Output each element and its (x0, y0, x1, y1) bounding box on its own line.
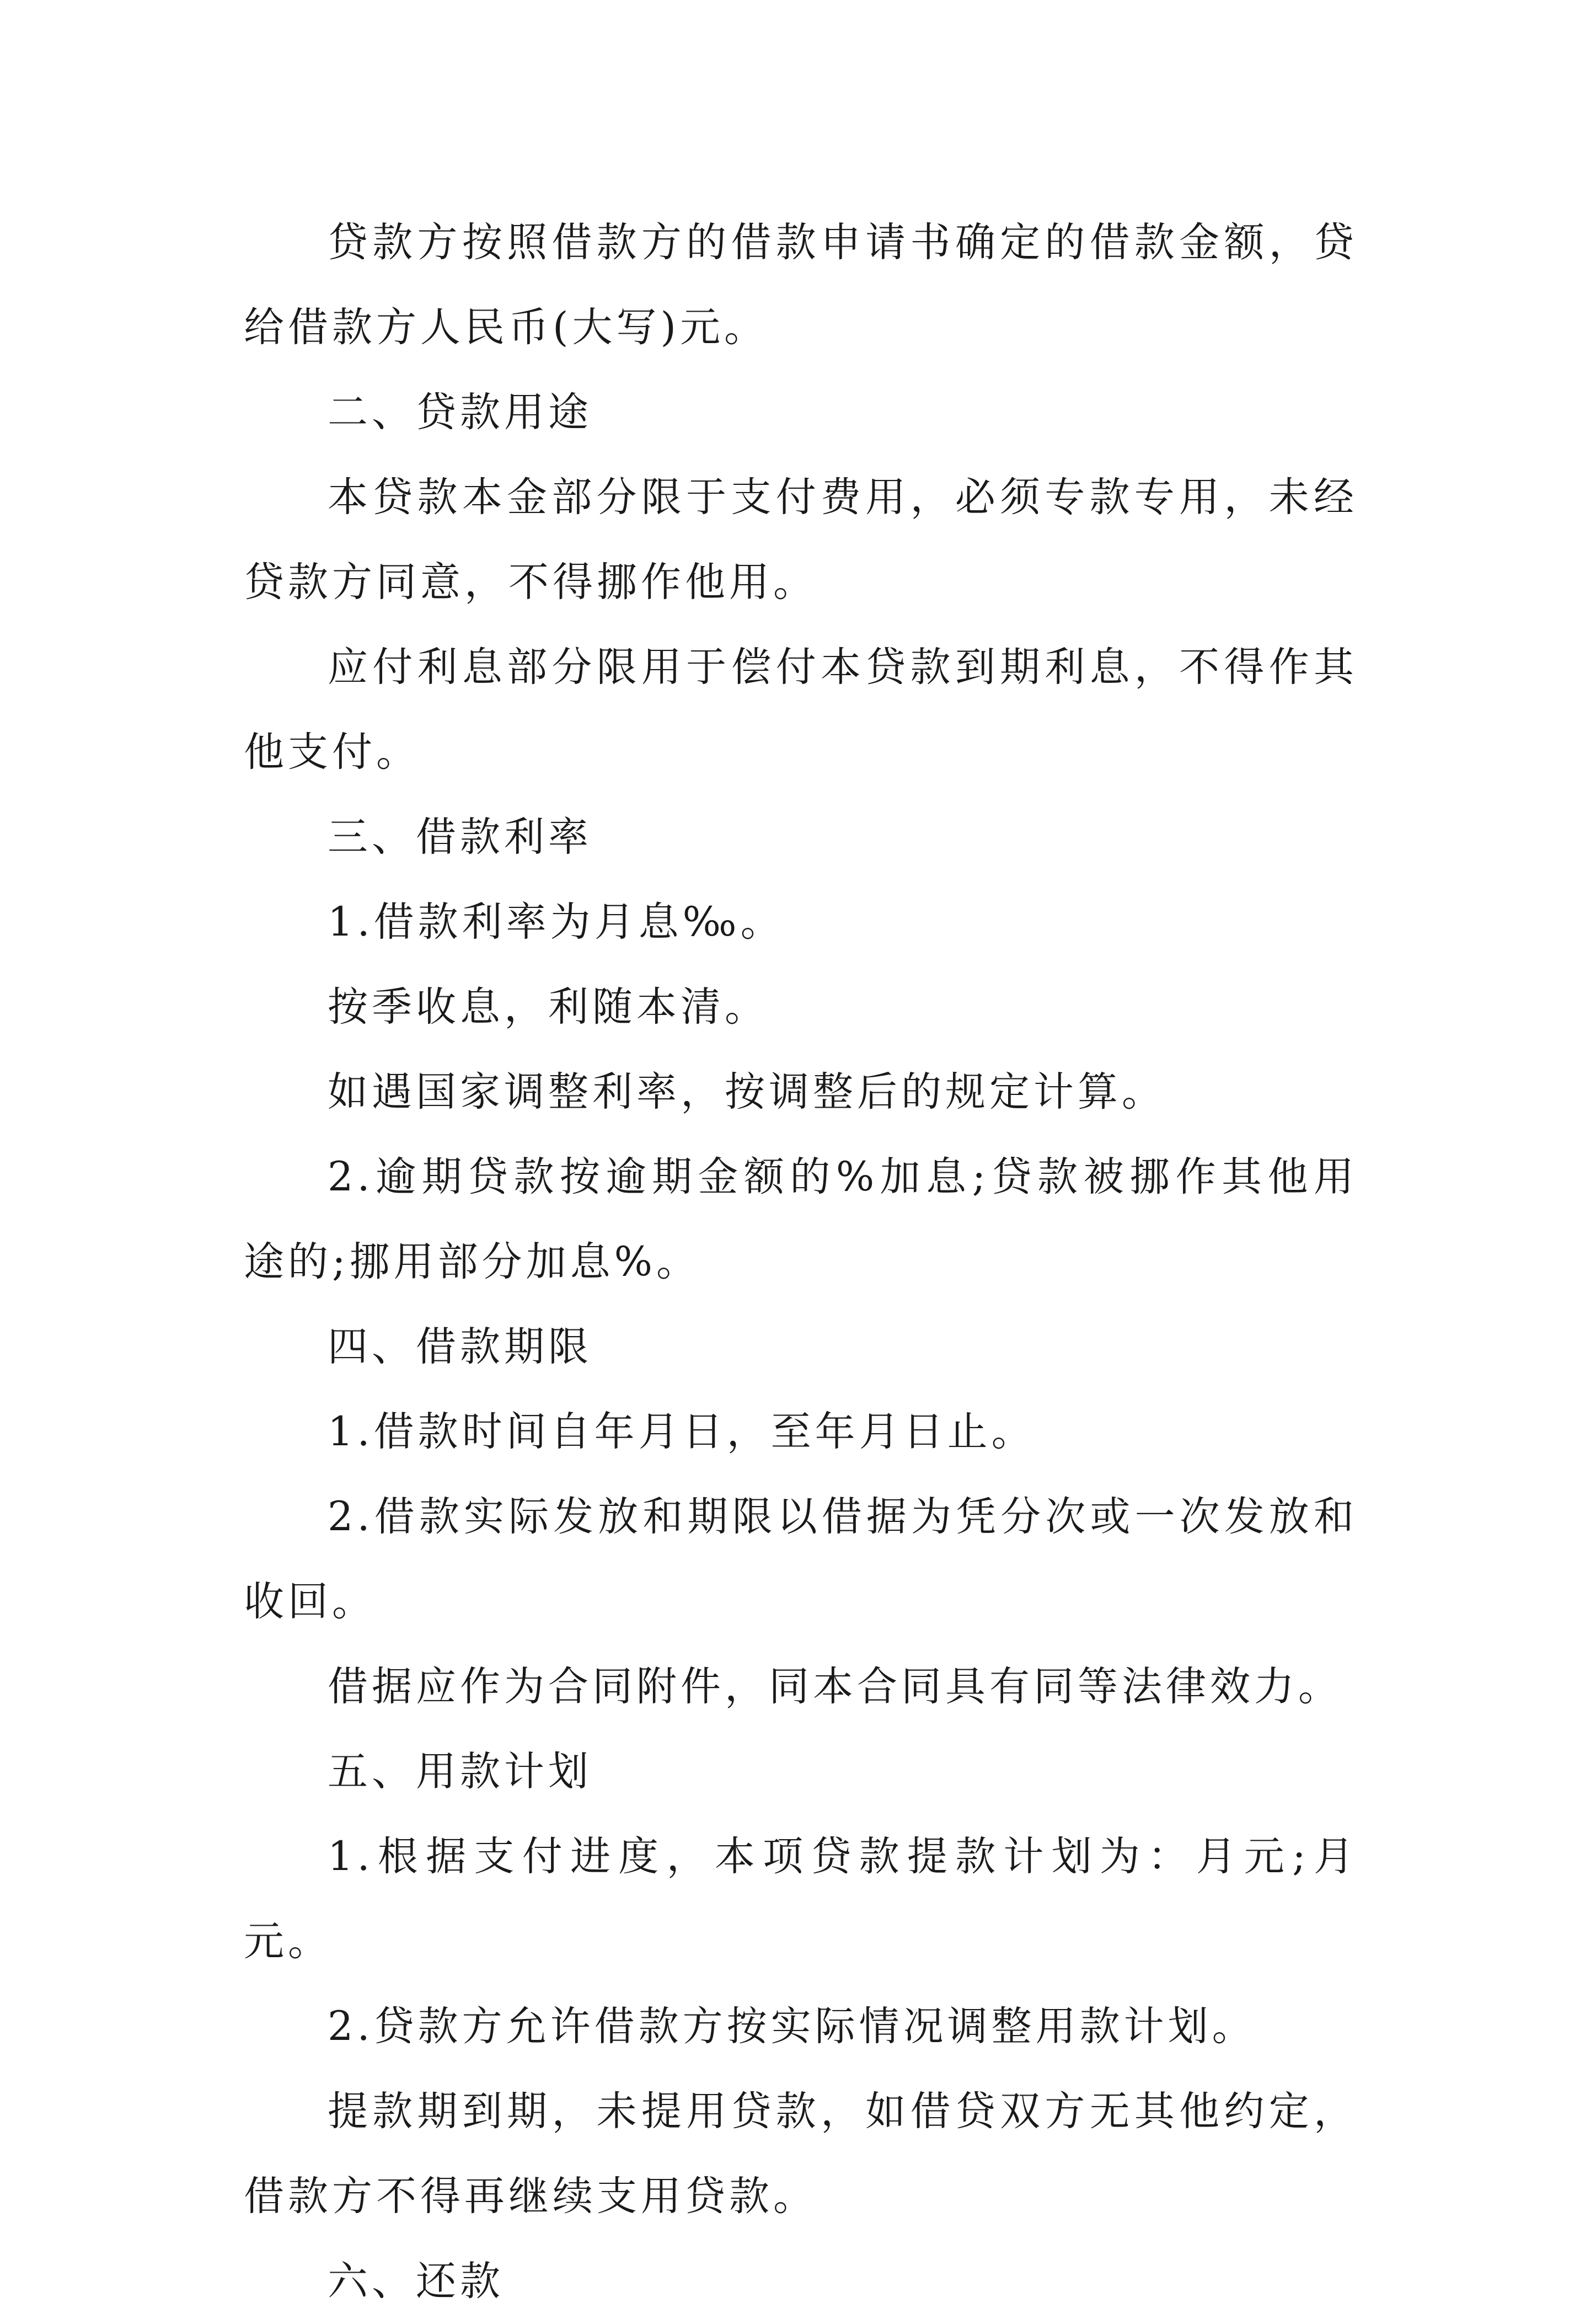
section-heading-loan-term: 四、借款期限 (328, 1323, 592, 1370)
paragraph-withdrawal-plan: 1.根据支付进度，本项贷款提款计划为：月元;月元。 (244, 1833, 1358, 1965)
paragraph-withdrawal-expiry: 提款期到期，未提用贷款，如借贷双方无其他约定，借款方不得再继续支用贷款。 (244, 2088, 1358, 2220)
section-heading-interest-rate: 三、借款利率 (328, 814, 592, 861)
section-heading-repayment: 六、还款 (328, 2258, 504, 2305)
paragraph-receipt-validity: 借据应作为合同附件，同本合同具有同等法律效力。 (328, 1663, 1342, 1710)
paragraph-loan-amount: 贷款方按照借款方的借款申请书确定的借款金额，贷给借款方人民币(大写)元。 (244, 219, 1358, 351)
paragraph-overdue-penalty: 2.逾期贷款按逾期金额的%加息;贷款被挪作其他用途的;挪用部分加息%。 (244, 1153, 1358, 1285)
paragraph-rate-adjustment: 如遇国家调整利率，按调整后的规定计算。 (328, 1068, 1166, 1115)
paragraph-disbursement: 2.借款实际发放和期限以借据为凭分次或一次发放和收回。 (244, 1493, 1358, 1625)
paragraph-quarterly-collection: 按季收息，利随本清。 (328, 984, 769, 1030)
section-heading-loan-purpose: 二、贷款用途 (328, 389, 592, 436)
paragraph-loan-period: 1.借款时间自年月日，至年月日止。 (328, 1408, 1036, 1455)
section-heading-usage-plan: 五、用款计划 (328, 1748, 592, 1795)
paragraph-interest-usage: 应付利息部分限用于偿付本贷款到期利息，不得作其他支付。 (244, 644, 1358, 776)
paragraph-plan-adjustment: 2.贷款方允许借款方按实际情况调整用款计划。 (328, 2003, 1256, 2050)
paragraph-monthly-rate: 1.借款利率为月息‰。 (328, 899, 785, 945)
paragraph-principal-usage: 本贷款本金部分限于支付费用，必须专款专用，未经贷款方同意，不得挪作他用。 (244, 474, 1358, 606)
document-body (244, 200, 1358, 2324)
